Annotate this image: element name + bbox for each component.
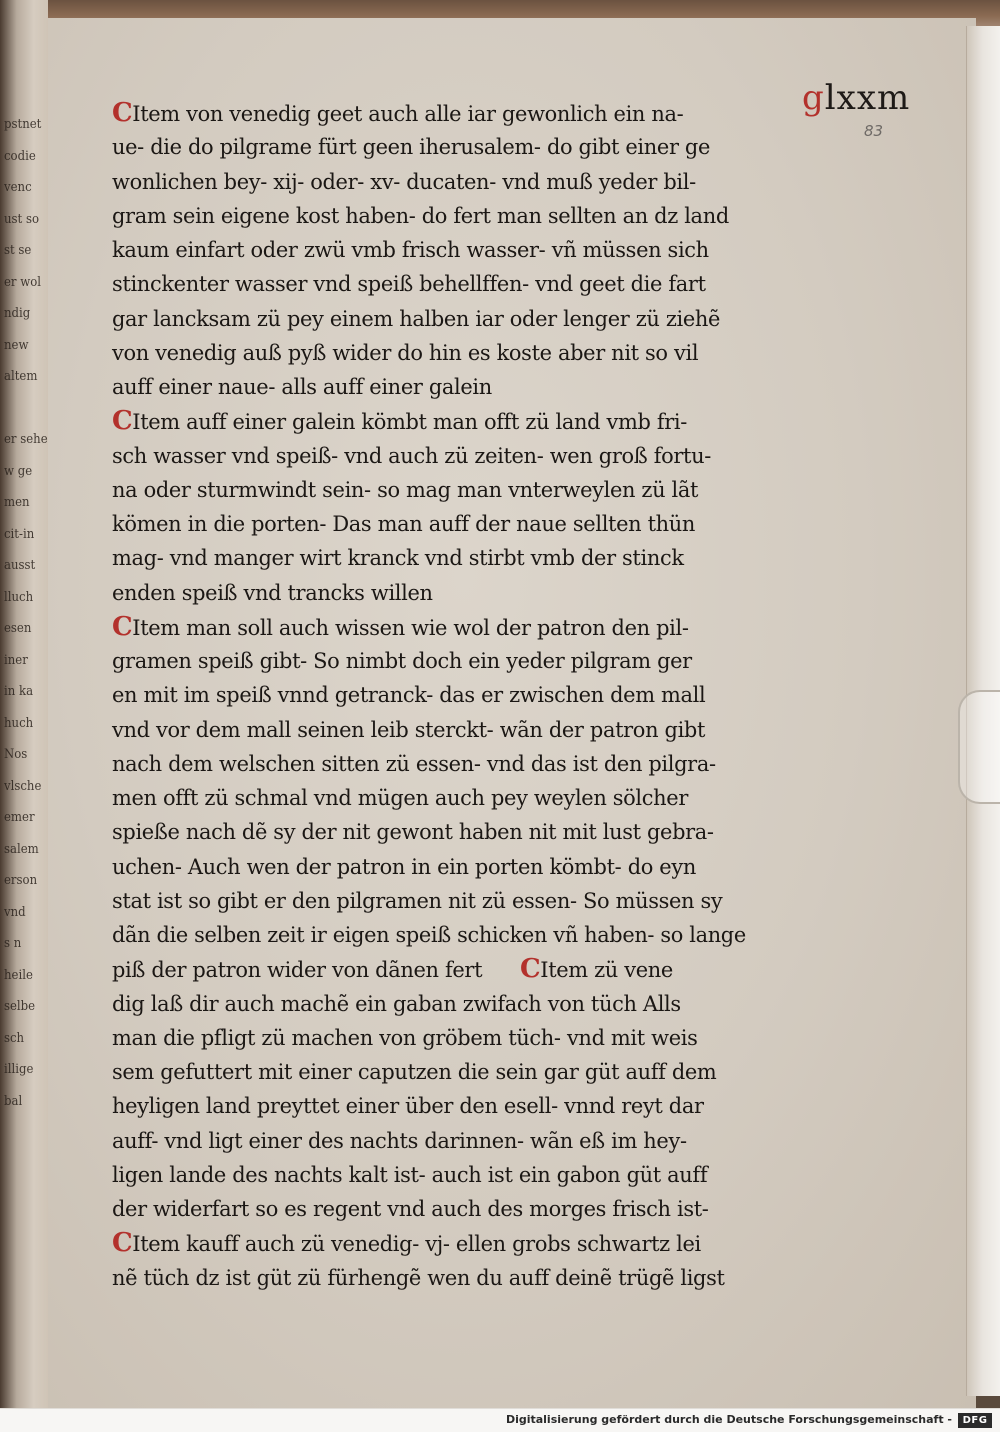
line-text: sem gefuttert mit einer caputzen die sein gar güt auff dem — [112, 1060, 717, 1084]
text-line — [112, 1089, 746, 1123]
line-text: man die pfligt zü machen von gröbem tüch- vnd mit weis — [112, 1025, 698, 1050]
line-text: wonlichen bey- xij- oder- xv- ducaten- vnd muß yeder bil- — [112, 169, 696, 194]
verso-line-fragment: cit-in — [4, 526, 35, 542]
text-line — [112, 302, 746, 336]
line-text: Item zü vene — [540, 958, 673, 983]
verso-line-fragment: ust so — [4, 211, 40, 227]
text-line — [112, 678, 746, 712]
text-line — [112, 541, 746, 575]
line-text: Item man soll auch wissen wie wol der patron den pil- — [132, 615, 689, 640]
verso-page-edge — [0, 0, 48, 1408]
verso-line-fragment: selbe — [4, 999, 36, 1014]
text-line — [112, 1158, 746, 1192]
line-text: spieße nach dẽ sy der nit gewont haben nit mit lust gebra- — [112, 820, 714, 845]
verso-line-fragment: salem — [4, 841, 39, 857]
verso-line-fragment: w ge — [4, 463, 33, 479]
text-line — [112, 850, 746, 884]
text-line — [112, 952, 746, 986]
rubricated-paragraph-mark: C — [112, 1228, 133, 1259]
line-text-lead: piß der patron wider von dãnen fert — [112, 958, 520, 983]
text-line — [112, 781, 746, 815]
text-column — [112, 96, 748, 1295]
line-text: nach dem welschen sitten zü essen- vnd das ist den pilgra- — [112, 751, 716, 776]
text-line — [112, 473, 746, 507]
line-text: heyligen land preyttet einer über den esell- vnnd reyt dar — [112, 1094, 704, 1119]
text-line — [112, 713, 746, 747]
verso-line-fragment: emer — [4, 810, 35, 825]
text-line — [112, 199, 746, 233]
dfg-logo: DFG — [958, 1413, 992, 1428]
text-line — [112, 610, 746, 644]
text-line — [112, 815, 746, 849]
verso-line-fragment: pstnet — [4, 117, 42, 132]
text-line — [112, 165, 746, 199]
line-text: sch wasser vnd speiß- vnd auch zü zeiten- wen groß fortu- — [112, 443, 711, 468]
verso-line-fragment: vlsche — [4, 778, 42, 794]
text-line — [112, 884, 746, 918]
line-text: na oder sturmwindt sein- so mag man vnterweylen zü lãt — [112, 477, 699, 502]
verso-line-fragment: ausst — [4, 558, 36, 573]
verso-line-fragment: er sehe — [4, 432, 48, 447]
text-line — [112, 507, 746, 541]
text-line — [112, 96, 746, 130]
text-line — [112, 267, 746, 301]
text-line — [112, 1055, 746, 1089]
verso-line-fragment: men — [4, 495, 30, 510]
line-text: men offt zü schmal vnd mügen auch pey weylen sölcher — [112, 786, 689, 810]
verso-line-fragment: altem — [4, 369, 38, 384]
text-line — [112, 1192, 746, 1226]
line-text: Item kauff auch zü venedig- vj- ellen grobs schwartz lei — [132, 1232, 701, 1257]
line-text: ligen lande des nachts kalt ist- auch ist ein gabon güt auff — [112, 1162, 708, 1187]
verso-line-fragment: ndig — [4, 306, 31, 321]
line-text: stat ist so gibt er den pilgramen nit zü essen- So müssen sy — [112, 888, 723, 913]
text-line — [112, 439, 746, 473]
line-text: Item von venedig geet auch alle iar gewonlich ein na- — [132, 102, 684, 126]
folio-number — [802, 78, 910, 118]
verso-line-fragment: iner — [4, 652, 28, 668]
rubricated-paragraph-mark: C — [519, 954, 541, 985]
text-line — [112, 404, 746, 438]
text-line — [112, 130, 746, 164]
verso-line-fragment: illige — [4, 1062, 34, 1077]
verso-line-fragment: in ka — [4, 684, 34, 699]
line-text: mag- vnd manger wirt kranck vnd stirbt vmb der stinck — [112, 546, 684, 571]
line-text: enden speiß vnd trancks willen — [112, 580, 433, 605]
line-text: gramen speiß gibt- So nimbt doch ein yeder pilgram ger — [112, 649, 692, 673]
line-text: von venedig auß pyß wider do hin es koste aber nit so vil — [112, 340, 699, 365]
text-line — [112, 1021, 746, 1055]
page-clip — [958, 690, 1000, 804]
line-text: ue- die do pilgrame fürt geen iherusalem- do gibt einer ge — [112, 135, 711, 160]
text-line — [112, 918, 744, 952]
verso-line-fragment: lluch — [4, 589, 34, 605]
text-line — [112, 987, 746, 1021]
verso-line-fragment: vnd — [4, 904, 26, 920]
rubricated-paragraph-mark: C — [112, 611, 133, 642]
verso-line-fragment: heile — [4, 967, 33, 983]
verso-line-fragment: new — [4, 337, 29, 353]
folio-numeral: lxxm — [824, 78, 911, 118]
text-line — [112, 1261, 746, 1295]
text-line — [112, 336, 746, 370]
verso-line-fragment: huch — [4, 715, 34, 731]
text-line — [112, 644, 746, 678]
text-line — [112, 1226, 746, 1260]
digitization-footer — [0, 1408, 1000, 1432]
line-text: auff einer naue- alls auff einer galein — [112, 375, 492, 399]
verso-line-fragment: erson — [4, 873, 38, 888]
line-text: dig laß dir auch machẽ ein gaban zwifach von tüch Alls — [112, 991, 681, 1016]
verso-line-fragment: venc — [4, 180, 32, 195]
line-text: auff- vnd ligt einer des nachts darinnen- wãn eß im hey- — [112, 1128, 687, 1153]
text-line — [112, 747, 746, 781]
line-text: kaum einfart oder zwü vmb frisch wasser- vñ müssen sich — [112, 238, 709, 262]
verso-line-fragment: Nos — [4, 747, 28, 762]
line-text: en mit im speiß vnnd getranck- das er zwischen dem mall — [112, 683, 706, 708]
line-text: kömen in die porten- Das man auff der naue sellten thün — [112, 512, 696, 536]
line-text: nẽ tüch dz ist güt zü fürhengẽ wen du auff deinẽ trügẽ ligst — [112, 1265, 725, 1290]
text-line — [112, 576, 746, 610]
funding-credit: Digitalisierung gefördert durch die Deutsche Forschungsgemeinschaft - — [505, 1413, 952, 1426]
pencil-folio-number: 83 — [864, 122, 884, 140]
verso-line-fragment: codie — [4, 148, 36, 164]
verso-line-fragment: sch — [4, 1030, 25, 1046]
folio-red-initial: g — [802, 78, 825, 118]
rubricated-paragraph-mark: C — [112, 98, 133, 128]
line-text: Item auff einer galein kömbt man offt zü land vmb fri- — [132, 410, 688, 435]
verso-line-fragment: bal — [4, 1093, 23, 1109]
line-text: stinckenter wasser vnd speiß behellffen- vnd geet die fart — [112, 272, 706, 297]
verso-line-fragment: st se — [4, 243, 32, 258]
line-text: vnd vor dem mall seinen leib sterckt- wãn der patron gibt — [112, 717, 706, 742]
verso-line-fragment: esen — [4, 621, 32, 636]
line-text: der widerfart so es regent vnd auch des morges frisch ist- — [112, 1197, 709, 1221]
verso-line-fragment: s n — [4, 936, 22, 951]
rubricated-paragraph-mark: C — [112, 406, 133, 437]
text-line — [112, 370, 746, 404]
text-line — [112, 1124, 746, 1158]
text-line — [112, 233, 746, 267]
line-text: dãn die selben zeit ir eigen speiß schicken vñ haben- so lange — [112, 923, 746, 947]
line-text: gram sein eigene kost haben- do fert man sellten an dz land — [112, 203, 729, 228]
verso-line-fragment: er wol — [4, 274, 42, 290]
line-text: gar lancksam zü pey einem halben iar oder lenger zü ziehẽ — [112, 306, 721, 331]
line-text: uchen- Auch wen der patron in ein porten kömbt- do eyn — [112, 854, 696, 879]
